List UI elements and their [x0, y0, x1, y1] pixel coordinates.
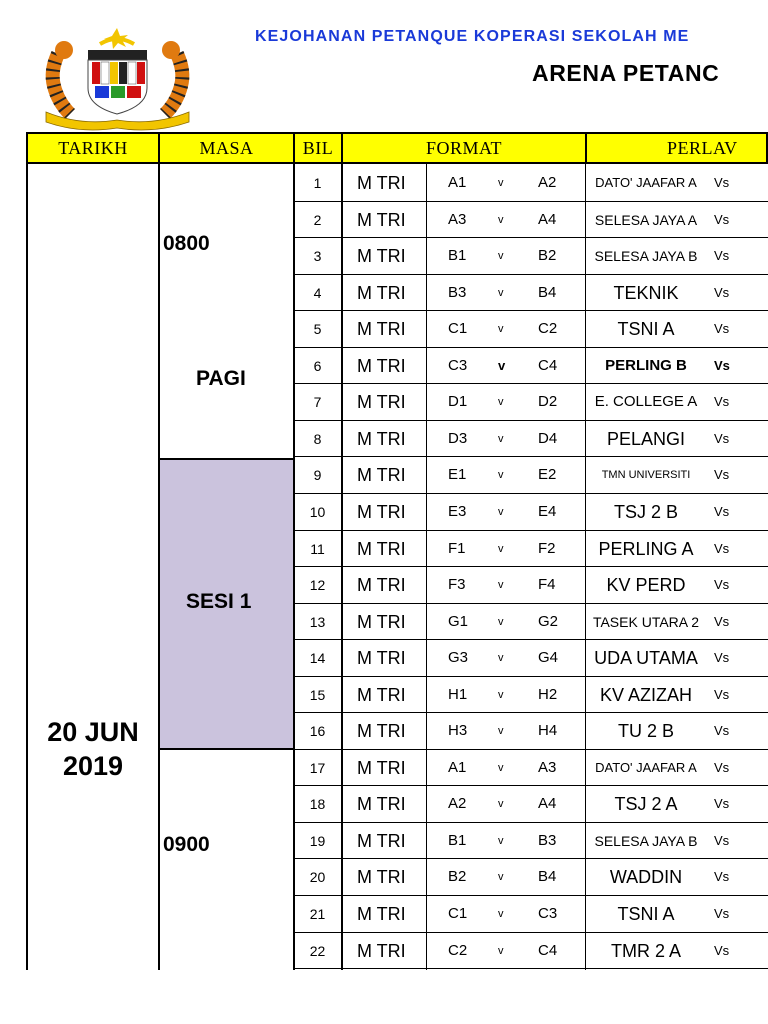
team-slot-2: B4 — [538, 283, 557, 301]
match-format: M TRI — [357, 355, 406, 376]
team-slot-2: F4 — [538, 576, 556, 594]
masa-time-0800: 0800 — [163, 232, 210, 255]
versus-mark: v — [498, 871, 504, 884]
table-row — [0, 567, 768, 603]
match-format: M TRI — [357, 867, 406, 888]
versus-mark: v — [498, 688, 504, 701]
match-number: 20 — [309, 869, 326, 886]
versus-mark: v — [498, 725, 504, 738]
team-slot-2: C4 — [538, 356, 558, 374]
team-slot-1: F1 — [448, 539, 466, 557]
team-slot-1: G1 — [448, 612, 469, 630]
team-slot-1: B1 — [448, 247, 467, 265]
team-slot-1: C3 — [448, 356, 468, 374]
vs-label: Vs — [714, 650, 730, 666]
table-row — [0, 238, 768, 274]
vs-label: Vs — [714, 869, 730, 885]
match-number: 13 — [309, 613, 326, 630]
versus-mark: v — [498, 432, 504, 445]
team-slot-2: A2 — [538, 174, 557, 191]
team-name: TSJ 2 B — [613, 501, 679, 522]
match-format: M TRI — [357, 246, 406, 267]
header-bil: BIL — [293, 132, 343, 164]
match-format: M TRI — [357, 940, 406, 961]
match-format: M TRI — [357, 721, 406, 742]
team-name: TASEK UTARA 2 — [592, 613, 700, 630]
match-number: 8 — [313, 430, 322, 447]
team-name: SELESA JAYA B — [594, 248, 698, 265]
team-name: KV AZIZAH — [599, 684, 693, 705]
match-format: M TRI — [357, 209, 406, 230]
vs-label: Vs — [714, 248, 730, 264]
vs-label: Vs — [714, 577, 730, 593]
team-slot-2: B4 — [538, 868, 557, 886]
team-slot-2: D4 — [538, 429, 558, 447]
vs-label: Vs — [714, 832, 730, 848]
match-format: M TRI — [357, 465, 406, 486]
match-format: M TRI — [357, 830, 406, 851]
match-number: 22 — [309, 942, 326, 959]
match-number: 4 — [313, 284, 322, 301]
team-name: KV PERD — [606, 575, 686, 596]
team-slot-1: C1 — [448, 905, 468, 922]
vs-label: Vs — [714, 430, 730, 446]
team-name: WADDIN — [609, 867, 683, 888]
versus-mark: v — [498, 798, 504, 811]
match-format: M TRI — [357, 648, 406, 669]
match-number: 11 — [310, 540, 325, 557]
table-row — [0, 859, 768, 895]
match-number: 7 — [313, 394, 322, 411]
team-slot-1: E1 — [448, 466, 467, 484]
table-row — [0, 384, 768, 420]
match-number: 10 — [309, 503, 326, 520]
header-tarikh: TARIKH — [26, 132, 160, 164]
vs-label: Vs — [714, 942, 730, 958]
versus-mark: v — [498, 505, 504, 518]
match-format: M TRI — [357, 611, 406, 632]
match-number: 6 — [313, 357, 322, 374]
team-name: TEKNIK — [613, 282, 679, 303]
versus-mark: v — [498, 615, 504, 628]
match-number: 14 — [309, 650, 326, 667]
team-slot-1: F3 — [448, 576, 466, 594]
team-slot-1: A3 — [448, 210, 467, 228]
match-number: 15 — [309, 686, 326, 703]
versus-mark: v — [498, 177, 504, 189]
versus-mark: v — [498, 652, 504, 665]
team-slot-1: B3 — [448, 283, 467, 301]
versus-mark: v — [498, 323, 504, 336]
team-name: SELESA JAYA A — [594, 211, 698, 228]
team-slot-2: A4 — [538, 210, 557, 228]
table-row — [0, 457, 768, 493]
match-number: 17 — [309, 759, 326, 776]
match-number: 9 — [313, 467, 322, 484]
team-name: TSNI A — [617, 319, 675, 340]
match-number: 21 — [309, 906, 326, 922]
match-format: M TRI — [357, 684, 406, 705]
tournament-title: KEJOHANAN PETANQUE KOPERASI SEKOLAH ME — [255, 28, 690, 45]
team-slot-2: B2 — [538, 247, 557, 265]
team-name: DATO' JAAFAR A — [595, 175, 697, 190]
table-row — [0, 494, 768, 530]
versus-mark: v — [498, 579, 504, 592]
table-row — [0, 640, 768, 676]
coat-of-arms-logo — [40, 26, 195, 132]
match-number: 3 — [313, 248, 322, 265]
vs-label: Vs — [714, 906, 730, 921]
table-row — [0, 750, 768, 786]
header-masa: MASA — [158, 132, 295, 164]
table-row — [0, 165, 768, 201]
match-format: M TRI — [357, 173, 406, 193]
versus-mark: v — [498, 286, 504, 299]
team-slot-1: H1 — [448, 685, 468, 703]
team-slot-2: C3 — [538, 905, 558, 922]
versus-mark: v — [498, 357, 506, 373]
match-number: 19 — [309, 832, 326, 849]
vs-label: Vs — [714, 357, 730, 373]
match-format: M TRI — [357, 392, 406, 413]
team-slot-1: C1 — [448, 320, 468, 338]
match-format: M TRI — [357, 501, 406, 522]
team-slot-2: C2 — [538, 320, 558, 338]
versus-mark: v — [498, 542, 504, 555]
team-slot-2: E2 — [538, 466, 557, 484]
vs-label: Vs — [714, 394, 730, 410]
arena-title: ARENA PETANC — [532, 60, 720, 86]
team-name: SELESA JAYA B — [594, 832, 698, 849]
team-name: TU 2 B — [617, 721, 674, 742]
team-slot-1: A2 — [448, 795, 467, 813]
table-row — [0, 604, 768, 640]
team-slot-1: H3 — [448, 722, 468, 740]
team-slot-2: F2 — [538, 539, 556, 557]
vs-label: Vs — [714, 613, 730, 629]
table-row — [0, 311, 768, 347]
match-number: 16 — [309, 723, 326, 740]
team-slot-2: E4 — [538, 502, 557, 520]
vs-label: Vs — [714, 321, 730, 337]
team-slot-1: D1 — [448, 393, 468, 411]
team-slot-2: A3 — [538, 758, 557, 776]
match-format: M TRI — [357, 319, 406, 340]
team-slot-1: B1 — [448, 831, 467, 849]
versus-mark: v — [498, 761, 504, 774]
header-format: FORMAT — [341, 132, 587, 164]
team-name: UDA UTAMA — [594, 648, 698, 669]
table-row — [0, 896, 768, 932]
match-number: 5 — [313, 321, 322, 338]
vs-label: Vs — [714, 211, 730, 227]
team-slot-2: G4 — [538, 649, 559, 667]
table-row — [0, 713, 768, 749]
vs-label: Vs — [714, 723, 730, 739]
match-format: M TRI — [357, 757, 406, 778]
table-row — [0, 202, 768, 238]
vs-label: Vs — [714, 759, 730, 775]
team-slot-1: D3 — [448, 429, 468, 447]
match-format: M TRI — [357, 428, 406, 449]
team-slot-1: E3 — [448, 502, 467, 520]
vs-label: Vs — [714, 540, 730, 556]
versus-mark: v — [498, 396, 504, 409]
masa-period-pagi: PAGI — [196, 367, 246, 390]
team-name: TMR 2 A — [610, 940, 681, 961]
team-slot-2: B3 — [538, 831, 557, 849]
team-slot-2: H2 — [538, 685, 558, 703]
team-name: TSJ 2 A — [614, 794, 678, 815]
team-name: E. COLLEGE A — [594, 393, 698, 411]
team-name: PERLING B — [605, 356, 687, 374]
vs-label: Vs — [714, 503, 730, 519]
versus-mark: v — [498, 834, 504, 847]
date-line-1: 20 JUN — [47, 717, 139, 747]
team-name: PERLING A — [598, 538, 694, 559]
masa-time-0900: 0900 — [163, 833, 210, 856]
table-row — [0, 823, 768, 859]
versus-mark: v — [498, 213, 504, 226]
team-slot-2: C4 — [538, 941, 558, 959]
team-slot-1: B2 — [448, 868, 467, 886]
masa-session-1: SESI 1 — [186, 590, 252, 613]
match-number: 1 — [313, 175, 322, 191]
versus-mark: v — [498, 250, 504, 263]
match-format: M TRI — [357, 794, 406, 815]
team-slot-2: A4 — [538, 795, 557, 813]
table-row — [0, 531, 768, 567]
team-slot-2: G2 — [538, 612, 559, 630]
vs-label: Vs — [714, 796, 730, 812]
vs-label: Vs — [714, 175, 730, 190]
match-format: M TRI — [357, 575, 406, 596]
table-row — [0, 677, 768, 713]
match-number: 12 — [309, 577, 326, 594]
table-row — [0, 275, 768, 311]
versus-mark: v — [498, 908, 504, 920]
team-name: PELANGI — [606, 428, 686, 449]
team-name: TSNI A — [617, 904, 675, 924]
team-slot-1: G3 — [448, 649, 469, 667]
team-slot-1: A1 — [448, 758, 467, 776]
vs-label: Vs — [714, 686, 730, 702]
table-row — [0, 348, 768, 384]
vs-label: Vs — [714, 467, 730, 483]
vs-label: Vs — [714, 284, 730, 300]
match-format: M TRI — [357, 904, 406, 924]
match-number: 2 — [313, 211, 322, 228]
team-slot-1: C2 — [448, 941, 468, 959]
team-slot-2: D2 — [538, 393, 558, 411]
versus-mark: v — [498, 944, 504, 957]
table-row — [0, 786, 768, 822]
team-slot-1: A1 — [448, 174, 467, 191]
team-name: DATO' JAAFAR A — [595, 759, 697, 775]
team-slot-2: H4 — [538, 722, 558, 740]
table-row — [0, 421, 768, 457]
header-perlawanan: PERLAV — [585, 132, 768, 164]
match-format: M TRI — [357, 282, 406, 303]
team-name: TMN UNIVERSITI — [601, 469, 691, 482]
versus-mark: v — [498, 469, 504, 482]
match-number: 18 — [309, 796, 326, 813]
date-line-2: 2019 — [62, 751, 124, 781]
match-format: M TRI — [357, 538, 406, 559]
table-row — [0, 933, 768, 969]
